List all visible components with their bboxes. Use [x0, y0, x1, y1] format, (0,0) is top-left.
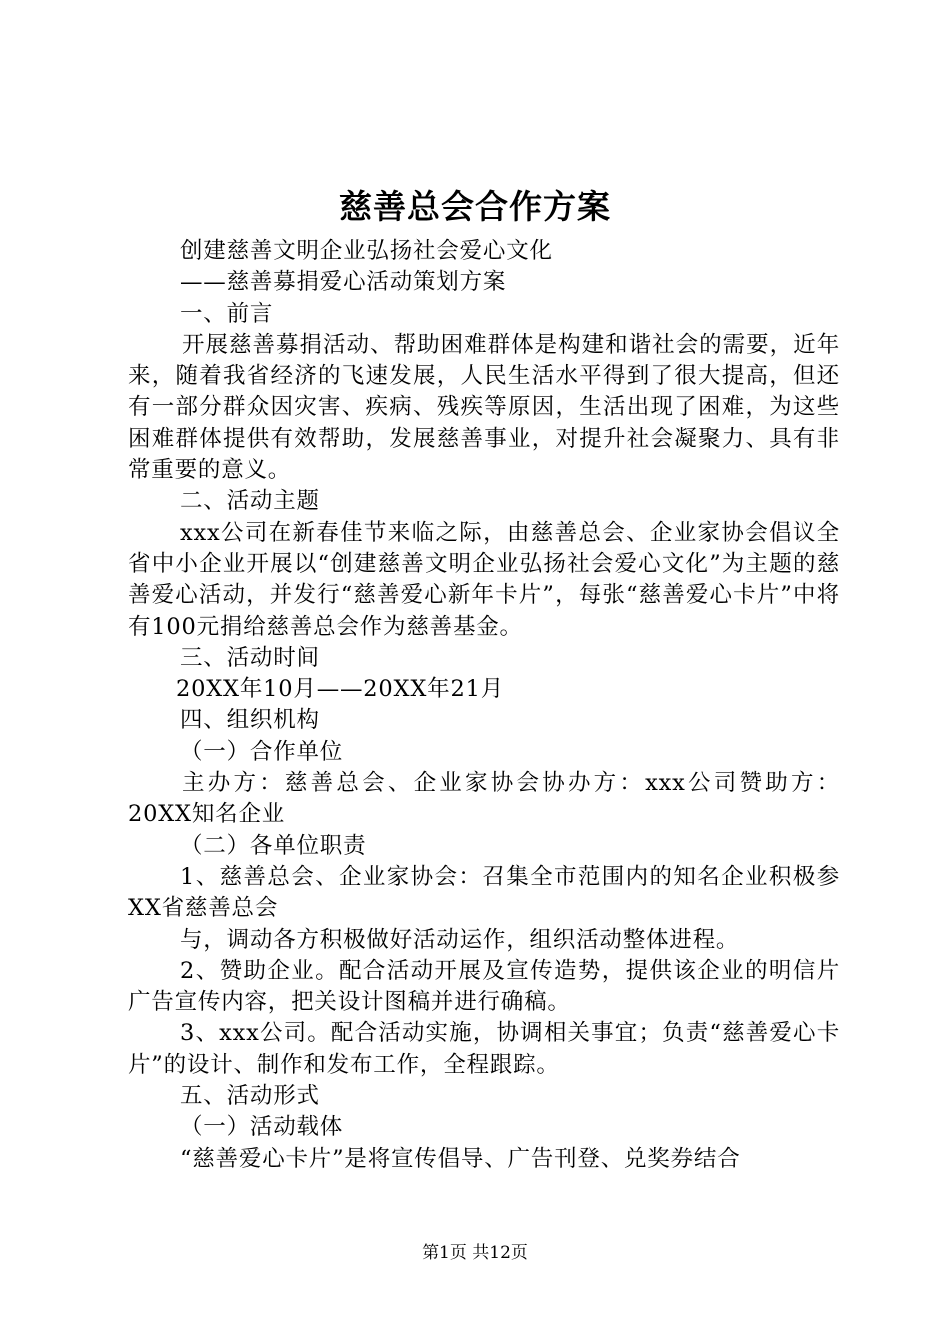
- paragraph: xxx公司在新春佳节来临之际，由慈善总会、企业家协会倡议全省中小企业开展以“创建慈善文明企业弘扬社会爱心文化”为主题的慈善爱心活动，并发行“慈善爱心新年卡片”，每张“慈善爱心卡片”中将有100元捐给慈善总会作为慈善基金。: [128, 519, 840, 640]
- section-heading: 三、活动时间: [180, 644, 320, 671]
- section-heading: 一、前言: [180, 300, 274, 327]
- page-footer: 第1页 共12页: [422, 1243, 528, 1263]
- paragraph: “慈善爱心卡片”是将宣传倡导、广告刊登、兑奖券结合: [180, 1145, 741, 1172]
- subtitle-line: 创建慈善文明企业弘扬社会爱心文化: [180, 238, 553, 264]
- paragraph: 主办方：慈善总会、企业家协会协办方：xxx公司赞助方：20XX知名企业: [128, 770, 840, 828]
- section-heading: 二、活动主题: [180, 488, 320, 515]
- subtitle-line: ——慈善募捐爱心活动策划方案: [180, 269, 507, 296]
- paragraph: 2、赞助企业。配合活动开展及宣传造势，提供该企业的明信片广告宣传内容，把关设计图稿并进行确稿。: [128, 957, 840, 1016]
- paragraph: 开展慈善募捐活动、帮助困难群体是构建和谐社会的需要，近年来，随着我省经济的飞速发展，人民生活水平得到了很大提高，但还有一部分群众因灾害、疾病、残疾等原因，生活出现了困难，为这些困难群体提供有效帮助，发展慈善事业，对提升社会凝聚力、具有非常重要的意义。: [128, 331, 840, 484]
- section-heading: 五、活动形式: [180, 1083, 320, 1110]
- paragraph: 与，调动各方积极做好活动运作，组织活动整体进程。: [180, 926, 740, 953]
- paragraph: 1、慈善总会、企业家协会：召集全市范围内的知名企业积极参XX省慈善总会: [128, 863, 840, 922]
- document-body: [128, 236, 840, 1175]
- paragraph: 20XX年10月——20XX年21月: [176, 676, 504, 703]
- subsection-heading: （一）活动载体: [180, 1114, 344, 1141]
- section-heading: 四、组织机构: [180, 707, 320, 734]
- subsection-heading: （一）合作单位: [180, 738, 344, 765]
- paragraph: 3、xxx公司。配合活动实施，协调相关事宜；负责“慈善爱心卡片”的设计、制作和发布工作，全程跟踪。: [128, 1020, 840, 1078]
- document-title: 慈善总会合作方案: [339, 187, 611, 226]
- subsection-heading: （二）各单位职责: [180, 832, 367, 859]
